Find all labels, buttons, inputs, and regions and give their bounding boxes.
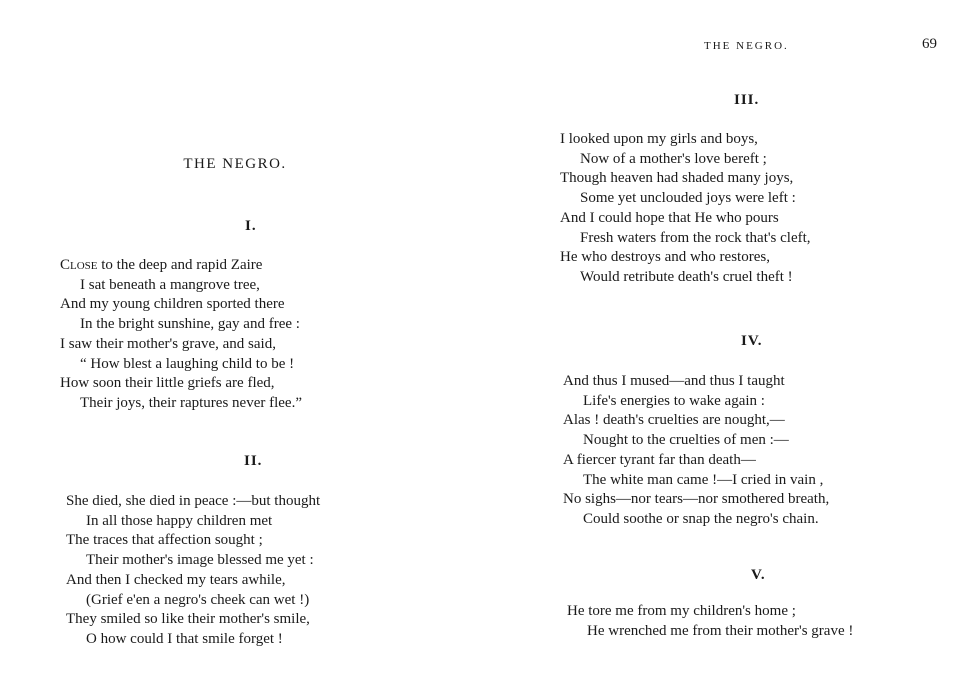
stanza-numeral: I.: [245, 218, 257, 234]
right-page: [490, 0, 980, 684]
drop-word: Close: [60, 257, 98, 273]
verse-line: (Grief e'en a negro's cheek can wet !): [86, 591, 310, 608]
verse-line: In the bright sunshine, gay and free :: [80, 316, 300, 333]
verse-line: How soon their little griefs are fled,: [60, 375, 275, 392]
stanza-1: [60, 256, 302, 414]
verse-line: Alas ! death's cruelties are nought,—: [563, 412, 785, 429]
stanza-5: [567, 602, 853, 641]
stanza-numeral: II.: [244, 453, 263, 469]
verse-line: He wrenched me from their mother's grave !: [587, 622, 854, 639]
verse-line: He who destroys and who restores,: [560, 249, 770, 266]
verse-line: They smiled so like their mother's smile,: [66, 611, 310, 628]
verse-line: She died, she died in peace :—but thought: [66, 493, 321, 509]
verse-line: The traces that affection sought ;: [66, 532, 263, 549]
verse-line: And then I checked my tears awhile,: [66, 571, 286, 588]
verse-line: Could soothe or snap the negro's chain.: [583, 510, 819, 527]
verse-line: Fresh waters from the rock that's cleft,: [580, 229, 811, 246]
stanza-numeral: V.: [751, 567, 766, 583]
verse-line: A fiercer tyrant far than death—: [563, 451, 756, 468]
verse-line: In all those happy children met: [86, 512, 273, 529]
poem-title: THE NEGRO.: [183, 156, 287, 172]
stanza-3: [560, 130, 811, 288]
verse-line: The white man came !—I cried in vain ,: [583, 471, 824, 488]
verse-line: I saw their mother's grave, and said,: [60, 335, 276, 352]
verse-line: [60, 256, 302, 276]
page-number: 69: [922, 36, 937, 52]
verse-line-rest: to the deep and rapid Zaire: [97, 257, 263, 273]
verse-line: Their joys, their raptures never flee.”: [80, 394, 302, 411]
verse-line: Their mother's image blessed me yet :: [86, 552, 314, 569]
verse-line: I looked upon my girls and boys,: [560, 131, 758, 147]
verse-line: Though heaven had shaded many joys,: [560, 170, 794, 187]
verse-line: Nought to the cruelties of men :—: [583, 432, 789, 449]
verse-line: O how could I that smile forget !: [86, 630, 283, 647]
verse-line: “ How blest a laughing child to be !: [80, 355, 295, 372]
verse-line: I sat beneath a mangrove tree,: [80, 276, 260, 293]
verse-line: He tore me from my children's home ;: [567, 603, 796, 619]
verse-line: Some yet unclouded joys were left :: [580, 190, 796, 207]
verse-line: Now of a mother's love bereft ;: [580, 150, 767, 167]
running-head: THE NEGRO.: [704, 40, 789, 52]
stanza-numeral: III.: [734, 92, 760, 108]
verse-line: And I could hope that He who pours: [560, 209, 779, 226]
verse-line: No sighs—nor tears—nor smothered breath,: [563, 491, 830, 508]
stanza-numeral: IV.: [741, 333, 763, 349]
stanza-2: [66, 492, 320, 650]
verse-line: Would retribute death's cruel theft !: [580, 268, 793, 285]
verse-line: And my young children sported there: [60, 296, 285, 313]
verse-line: And thus I mused—and thus I taught: [563, 373, 785, 389]
verse-line: Life's energies to wake again :: [583, 392, 765, 409]
stanza-4: [563, 372, 829, 530]
